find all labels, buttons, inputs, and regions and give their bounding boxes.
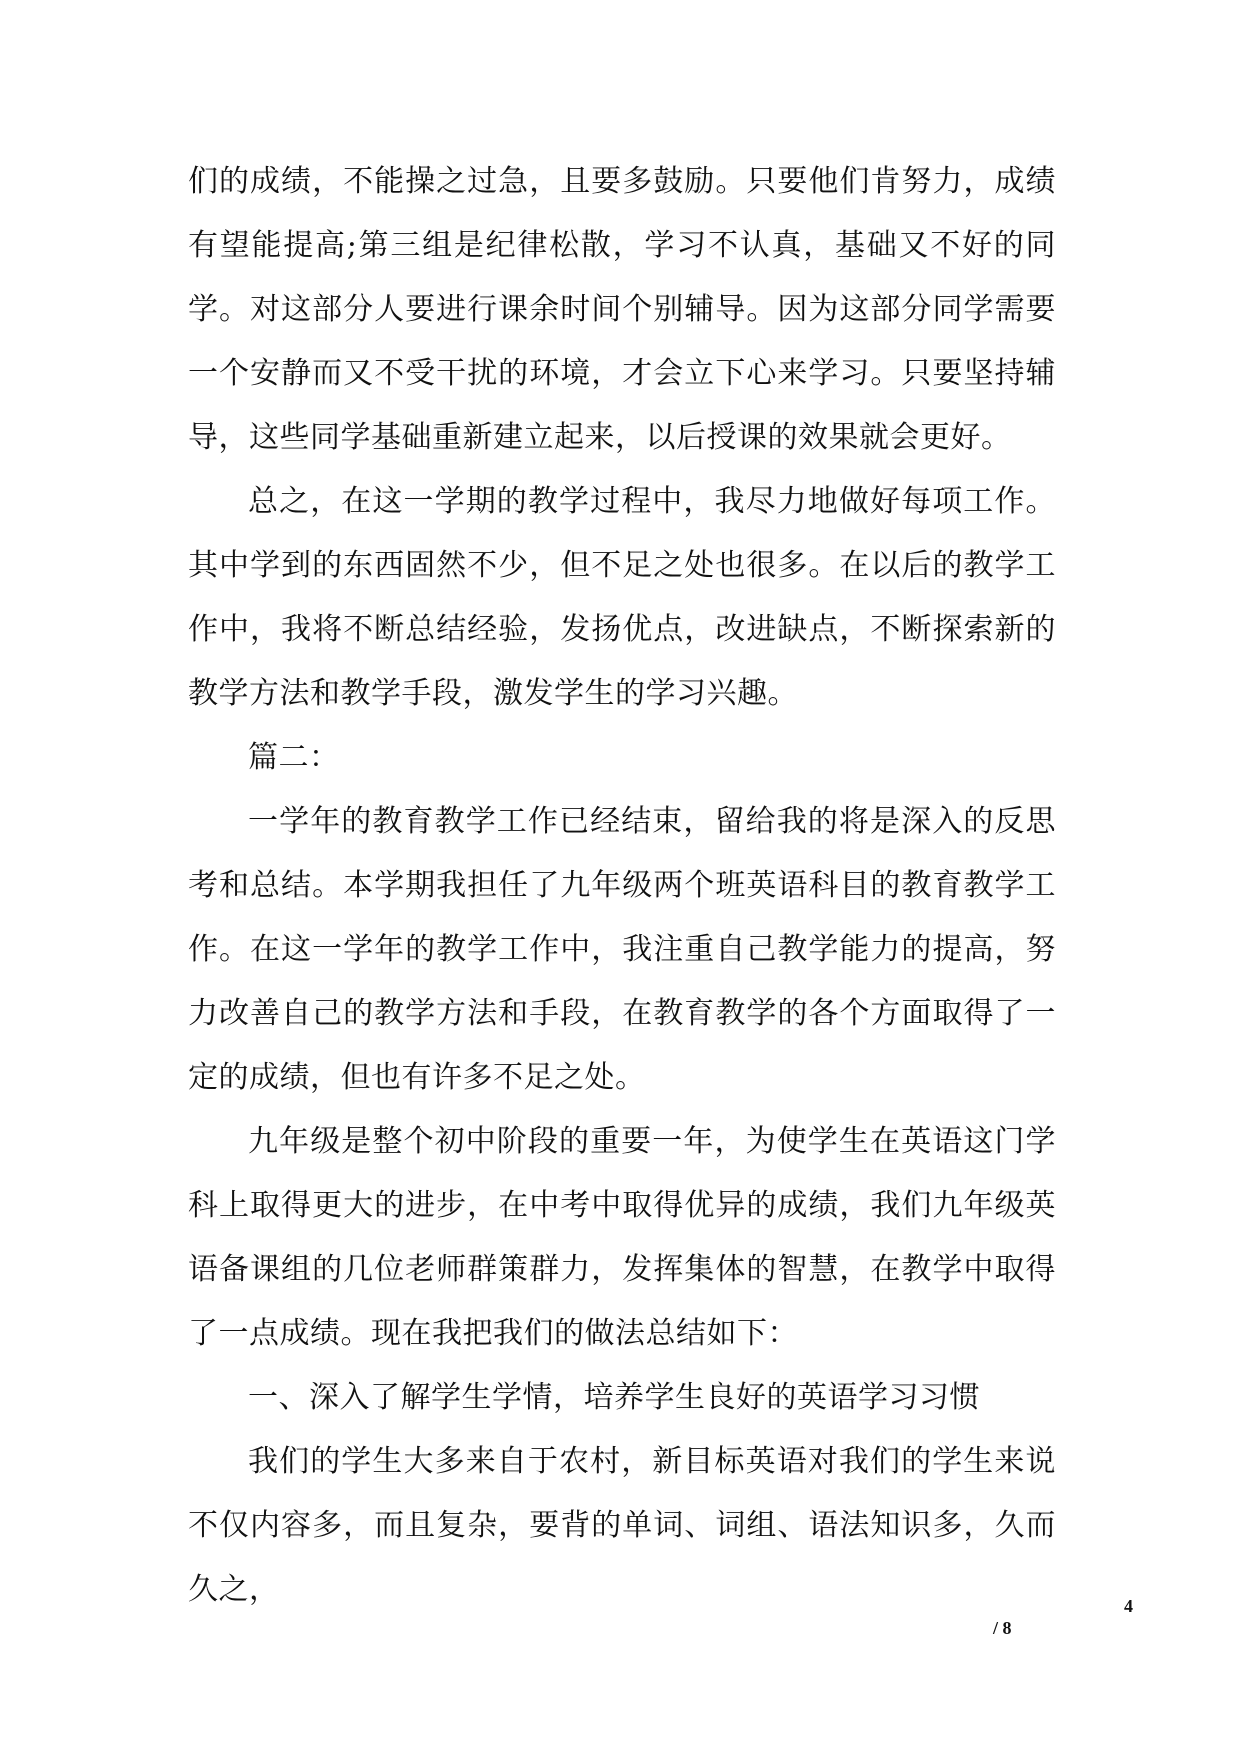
section-heading-one: 一、深入了解学生学情，培养学生良好的英语学习习惯 <box>248 1380 980 1415</box>
paragraph-continuation: 们的成绩，不能操之过急，且要多鼓励。只要他们肯努力，成绩有望能提高;第三组是纪律松散，学习不认真，基础又不好的同学。对这部分人要进行课余时间个别辅导。因为这部分同学需要一个安静而又不受干扰的环境，才会立下心来学习。只要坚持辅导，这些同学基础重新建立起来，以后授课的效果就会更好。 <box>188 164 1056 455</box>
paragraph-summary: 总之，在这一学期的教学过程中，我尽力地做好每项工作。其中学到的东西固然不少，但不足之处也很多。在以后的教学工作中，我将不断总结经验，发扬优点，改进缺点，不断探索新的教学方法和教学手段，激发学生的学习兴趣。 <box>188 484 1056 711</box>
page-number: 4 <box>1124 1596 1133 1616</box>
document-body <box>188 150 1056 1622</box>
paragraph-students: 我们的学生大多来自于农村，新目标英语对我们的学生来说不仅内容多，而且复杂，要背的单词、词组、语法知识多，久而久之， <box>188 1444 1056 1607</box>
section-heading-part-two: 篇二： <box>248 740 340 775</box>
paragraph-intro: 一学年的教育教学工作已经结束，留给我的将是深入的反思考和总结。本学期我担任了九年级两个班英语科目的教育教学工作。在这一学年的教学工作中，我注重自己教学能力的提高，努力改善自己的教学方法和手段，在教育教学的各个方面取得了一定的成绩，但也有许多不足之处。 <box>188 804 1056 1095</box>
paragraph-grade-nine: 九年级是整个初中阶段的重要一年，为使学生在英语这门学科上取得更大的进步，在中考中取得优异的成绩，我们九年级英语备课组的几位老师群策群力，发挥集体的智慧，在教学中取得了一点成绩。现在我把我们的做法总结如下： <box>188 1124 1056 1351</box>
page-total: / 8 <box>993 1618 1012 1638</box>
